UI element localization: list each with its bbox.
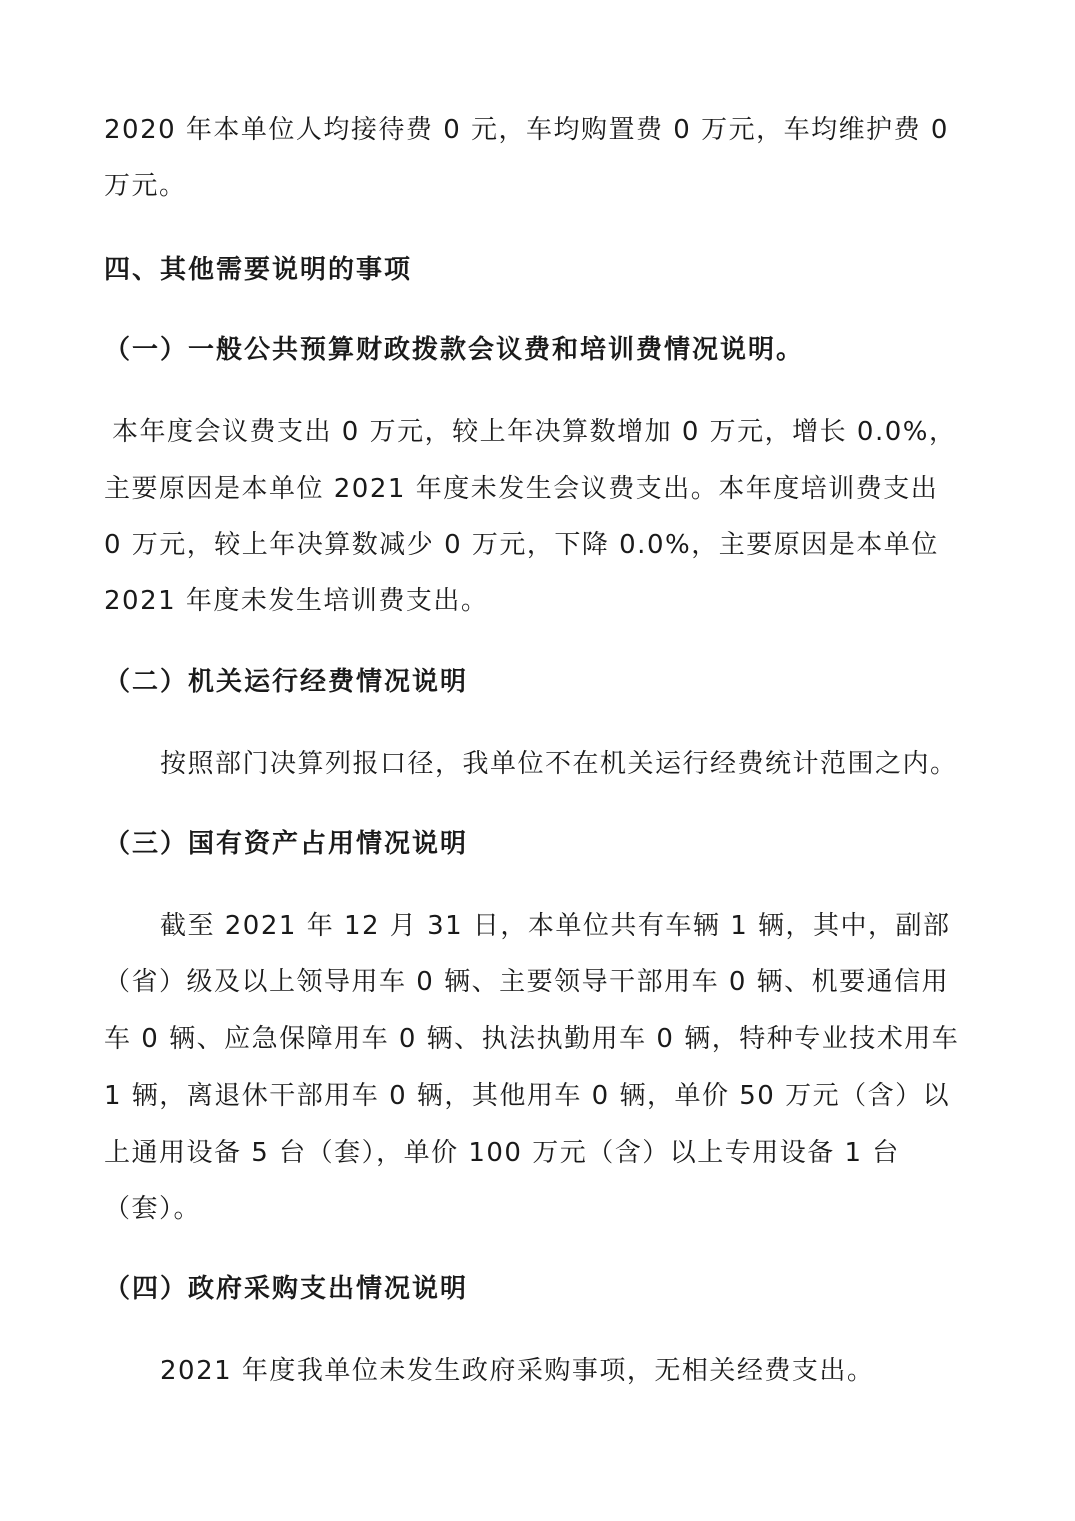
paragraph-line: （套）。 — [104, 1194, 202, 1224]
subsection-heading: （三）国有资产占用情况说明 — [104, 829, 469, 859]
paragraph-line: 2021 年度未发生培训费支出。 — [104, 586, 489, 616]
paragraph-line: 上通用设备 5 台（套），单价 100 万元（含）以上专用设备 1 台 — [104, 1138, 900, 1168]
subsection-heading: （四）政府采购支出情况说明 — [104, 1274, 469, 1304]
paragraph-line: 截至 2021 年 12 月 31 日，本单位共有车辆 1 辆，其中，副部 — [160, 911, 951, 941]
paragraph-line: 1 辆，离退休干部用车 0 辆，其他用车 0 辆，单价 50 万元（含）以 — [104, 1081, 951, 1111]
section-heading: 四、其他需要说明的事项 — [104, 255, 413, 285]
subsection-heading: （一）一般公共预算财政拨款会议费和培训费情况说明。 — [104, 335, 805, 365]
paragraph-line: 按照部门决算列报口径，我单位不在机关运行经费统计范围之内。 — [160, 749, 958, 779]
paragraph-line: 2020 年本单位人均接待费 0 元，车均购置费 0 万元，车均维护费 0 — [104, 115, 949, 145]
paragraph-line: 车 0 辆、应急保障用车 0 辆、执法执勤用车 0 辆，特种专业技术用车 — [104, 1024, 960, 1054]
paragraph-line: 2021 年度我单位未发生政府采购事项，无相关经费支出。 — [160, 1356, 875, 1386]
paragraph-line: 0 万元，较上年决算数减少 0 万元，下降 0.0%，主要原因是本单位 — [104, 530, 939, 560]
paragraph-line: （省）级及以上领导用车 0 辆、主要领导干部用车 0 辆、机要通信用 — [104, 967, 950, 997]
paragraph-line: 万元。 — [104, 171, 187, 201]
paragraph-line: 主要原因是本单位 2021 年度未发生会议费支出。本年度培训费支出 — [104, 474, 939, 504]
subsection-heading: （二）机关运行经费情况说明 — [104, 667, 469, 697]
paragraph-line: 本年度会议费支出 0 万元，较上年决算数增加 0 万元，增长 0.0%， — [112, 417, 957, 447]
